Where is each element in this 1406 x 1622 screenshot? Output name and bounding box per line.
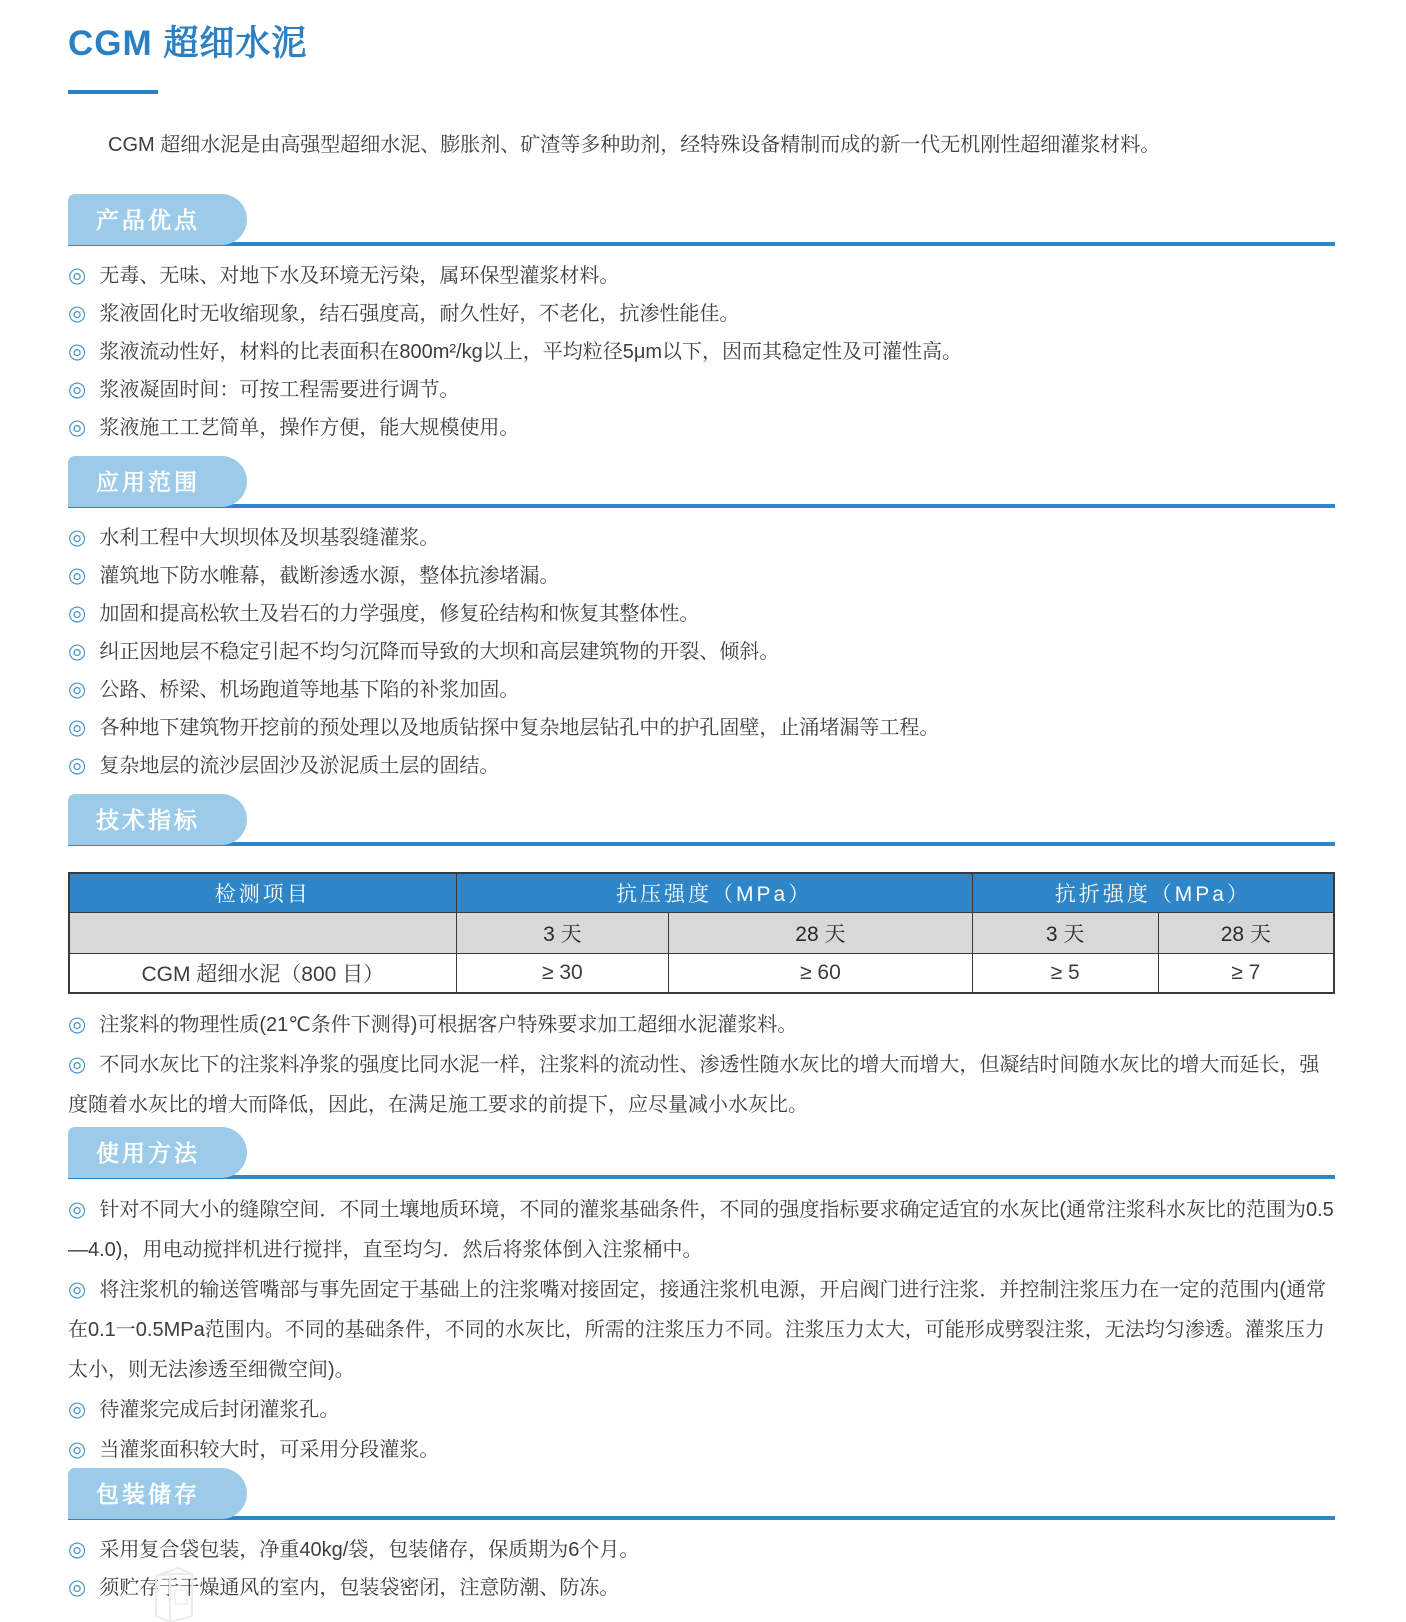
bullet-ring-icon: ◎ (68, 564, 87, 587)
section-header (68, 1131, 1335, 1179)
bullet-text: 各种地下建筑物开挖前的预处理以及地质钻探中复杂地层钻孔中的护孔固壁，止涌堵漏等工程。 (99, 717, 940, 739)
bullet-item (68, 1190, 1335, 1270)
product-name-cell: CGM 超细水泥（800 目） (69, 954, 456, 994)
bullet-ring-icon: ◎ (68, 378, 87, 401)
table-subheader-row (69, 913, 1334, 954)
bullet-ring-icon: ◎ (68, 1278, 87, 1301)
bullet-ring-icon: ◎ (68, 264, 87, 287)
bullet-list (68, 246, 1335, 447)
bullet-item (68, 747, 1335, 785)
bullet-text: 浆液施工工艺简单，操作方便，能大规模使用。 (99, 417, 520, 439)
bullet-ring-icon: ◎ (68, 1198, 87, 1221)
value-cell: ≥ 30 (456, 954, 669, 994)
bullet-text: 水利工程中大坝坝体及坝基裂缝灌浆。 (99, 527, 440, 549)
bullet-text: 无毒、无味、对地下水及环境无污染，属环保型灌浆材料。 (99, 265, 620, 287)
bullet-ring-icon: ◎ (68, 678, 87, 701)
bullet-item (68, 1531, 1335, 1569)
bullet-ring-icon: ◎ (68, 340, 87, 363)
bullet-ring-icon: ◎ (68, 1398, 87, 1421)
bullet-list (68, 508, 1335, 785)
section-packaging (68, 1472, 1335, 1607)
bullet-ring-icon: ◎ (68, 1538, 87, 1561)
bullet-text: 须贮存于干燥通风的室内，包装袋密闭，注意防潮、防冻。 (99, 1577, 620, 1599)
bullet-item (68, 1005, 1335, 1045)
bullet-ring-icon: ◎ (68, 640, 87, 663)
bullet-item (68, 1390, 1335, 1430)
bullet-text: 待灌浆完成后封闭灌浆孔。 (99, 1399, 340, 1421)
table-subheader-3d: 3 天 (972, 913, 1158, 954)
bullet-ring-icon: ◎ (68, 602, 87, 625)
bullet-ring-icon: ◎ (68, 1013, 87, 1036)
bullet-text: 注浆料的物理性质(21℃条件下测得)可根据客户特殊要求加工超细水泥灌浆料。 (99, 1014, 798, 1036)
value-cell: ≥ 60 (669, 954, 973, 994)
bullet-text: 当灌浆面积较大时，可采用分段灌浆。 (99, 1439, 440, 1461)
bullet-text: 浆液流动性好，材料的比表面积在800m²/kg以上，平均粒径5μm以下，因而其稳定性及可灌性高。 (99, 341, 963, 363)
section-usage (68, 1131, 1335, 1470)
section-badge: 包装储存 (68, 1472, 234, 1516)
bullet-item (68, 671, 1335, 709)
section-advantages (68, 198, 1335, 447)
bullet-text: 浆液固化时无收缩现象，结石强度高，耐久性好，不老化，抗渗性能佳。 (99, 303, 740, 325)
bullet-text: 灌筑地下防水帷幕，截断渗透水源，整体抗渗堵漏。 (99, 565, 560, 587)
bullet-text: 复杂地层的流沙层固沙及淤泥质土层的固结。 (99, 755, 500, 777)
table-header-compressive: 抗压强度（MPa） (456, 873, 972, 913)
bullet-ring-icon: ◎ (68, 716, 87, 739)
section-badge: 使用方法 (68, 1131, 234, 1175)
bullet-item (68, 557, 1335, 595)
bullet-text: 纠正因地层不稳定引起不均匀沉降而导致的大坝和高层建筑物的开裂、倾斜。 (99, 641, 780, 663)
table-header-row (69, 873, 1334, 913)
bullet-list (68, 1520, 1335, 1607)
bullet-item (68, 709, 1335, 747)
table-header-item: 检测项目 (69, 873, 456, 913)
section-badge: 产品优点 (68, 198, 234, 242)
section-specs (68, 798, 1335, 1125)
table-subheader-3d: 3 天 (456, 913, 669, 954)
bullet-text: 不同水灰比下的注浆料净浆的强度比同水泥一样，注浆料的流动性、渗透性随水灰比的增大而增大，但凝结时间随水灰比的增大而延长，强度随着水灰比的增大而降低，因此，在满足施工要求的前提下，应尽量减小水灰比。 (68, 1054, 1320, 1116)
cement-bag-watermark-image (148, 1562, 200, 1622)
bullet-item (68, 409, 1335, 447)
bullet-item (68, 1270, 1335, 1390)
section-applications (68, 460, 1335, 785)
bullet-item (68, 257, 1335, 295)
bullet-ring-icon: ◎ (68, 302, 87, 325)
section-header (68, 1472, 1335, 1520)
value-cell: ≥ 7 (1158, 954, 1334, 994)
bullet-item (68, 633, 1335, 671)
table-data-row (69, 954, 1334, 994)
bullet-text: 采用复合袋包装，净重40kg/袋，包装储存，保质期为6个月。 (99, 1539, 640, 1561)
section-header (68, 198, 1335, 246)
bullet-list (68, 1179, 1335, 1470)
page-title: CGM 超细水泥 (68, 24, 308, 63)
bullet-ring-icon: ◎ (68, 1438, 87, 1461)
bullet-ring-icon: ◎ (68, 416, 87, 439)
bullet-text: 加固和提高松软土及岩石的力学强度，修复砼结构和恢复其整体性。 (99, 603, 700, 625)
section-badge: 应用范围 (68, 460, 234, 504)
bullet-item (68, 371, 1335, 409)
bullet-text: 浆液凝固时间：可按工程需要进行调节。 (99, 379, 460, 401)
bullet-item (68, 595, 1335, 633)
bullet-item (68, 519, 1335, 557)
table-header-flexural: 抗折强度（MPa） (972, 873, 1334, 913)
bullet-item (68, 1430, 1335, 1470)
bullet-text: 将注浆机的输送管嘴部与事先固定于基础上的注浆嘴对接固定，接通注浆机电源，开启阀门进行注浆．并控制注浆压力在一定的范围内(通常在0.1一0.5MPa范围内。不同的基础条件，不同的水灰比，所需的注浆压力不同。注浆压力太大，可能形成劈裂注浆，无法均匀渗透。灌浆压力太小，则无法渗透至细微空间)。 (68, 1279, 1326, 1381)
bullet-item (68, 1569, 1335, 1607)
bullet-item (68, 295, 1335, 333)
bullet-item (68, 333, 1335, 371)
section-header (68, 460, 1335, 508)
table-subheader-28d: 28 天 (1158, 913, 1334, 954)
bullet-ring-icon: ◎ (68, 526, 87, 549)
bullet-text: 公路、桥梁、机场跑道等地基下陷的补浆加固。 (99, 679, 520, 701)
notes-list (68, 994, 1335, 1125)
title-underline (68, 90, 158, 94)
section-header (68, 798, 1335, 846)
spec-table (68, 872, 1335, 994)
section-badge: 技术指标 (68, 798, 234, 842)
table-subheader-28d: 28 天 (669, 913, 973, 954)
bullet-ring-icon: ◎ (68, 1576, 87, 1599)
value-cell: ≥ 5 (972, 954, 1158, 994)
bullet-text: 针对不同大小的缝隙空间．不同土壤地质环境，不同的灌浆基础条件，不同的强度指标要求确定适宜的水灰比(通常注浆科水灰比的范围为0.5—4.0)，用电动搅拌机进行搅拌，直至均匀．然后将浆体倒入注浆桶中。 (68, 1199, 1334, 1261)
bullet-ring-icon: ◎ (68, 1053, 87, 1076)
bullet-item (68, 1045, 1335, 1125)
table-subheader-empty (69, 913, 456, 954)
intro-paragraph: CGM 超细水泥是由高强型超细水泥、膨胀剂、矿渣等多种助剂，经特殊设备精制而成的新一代无机刚性超细灌浆材料。 (108, 134, 1161, 156)
bullet-ring-icon: ◎ (68, 754, 87, 777)
